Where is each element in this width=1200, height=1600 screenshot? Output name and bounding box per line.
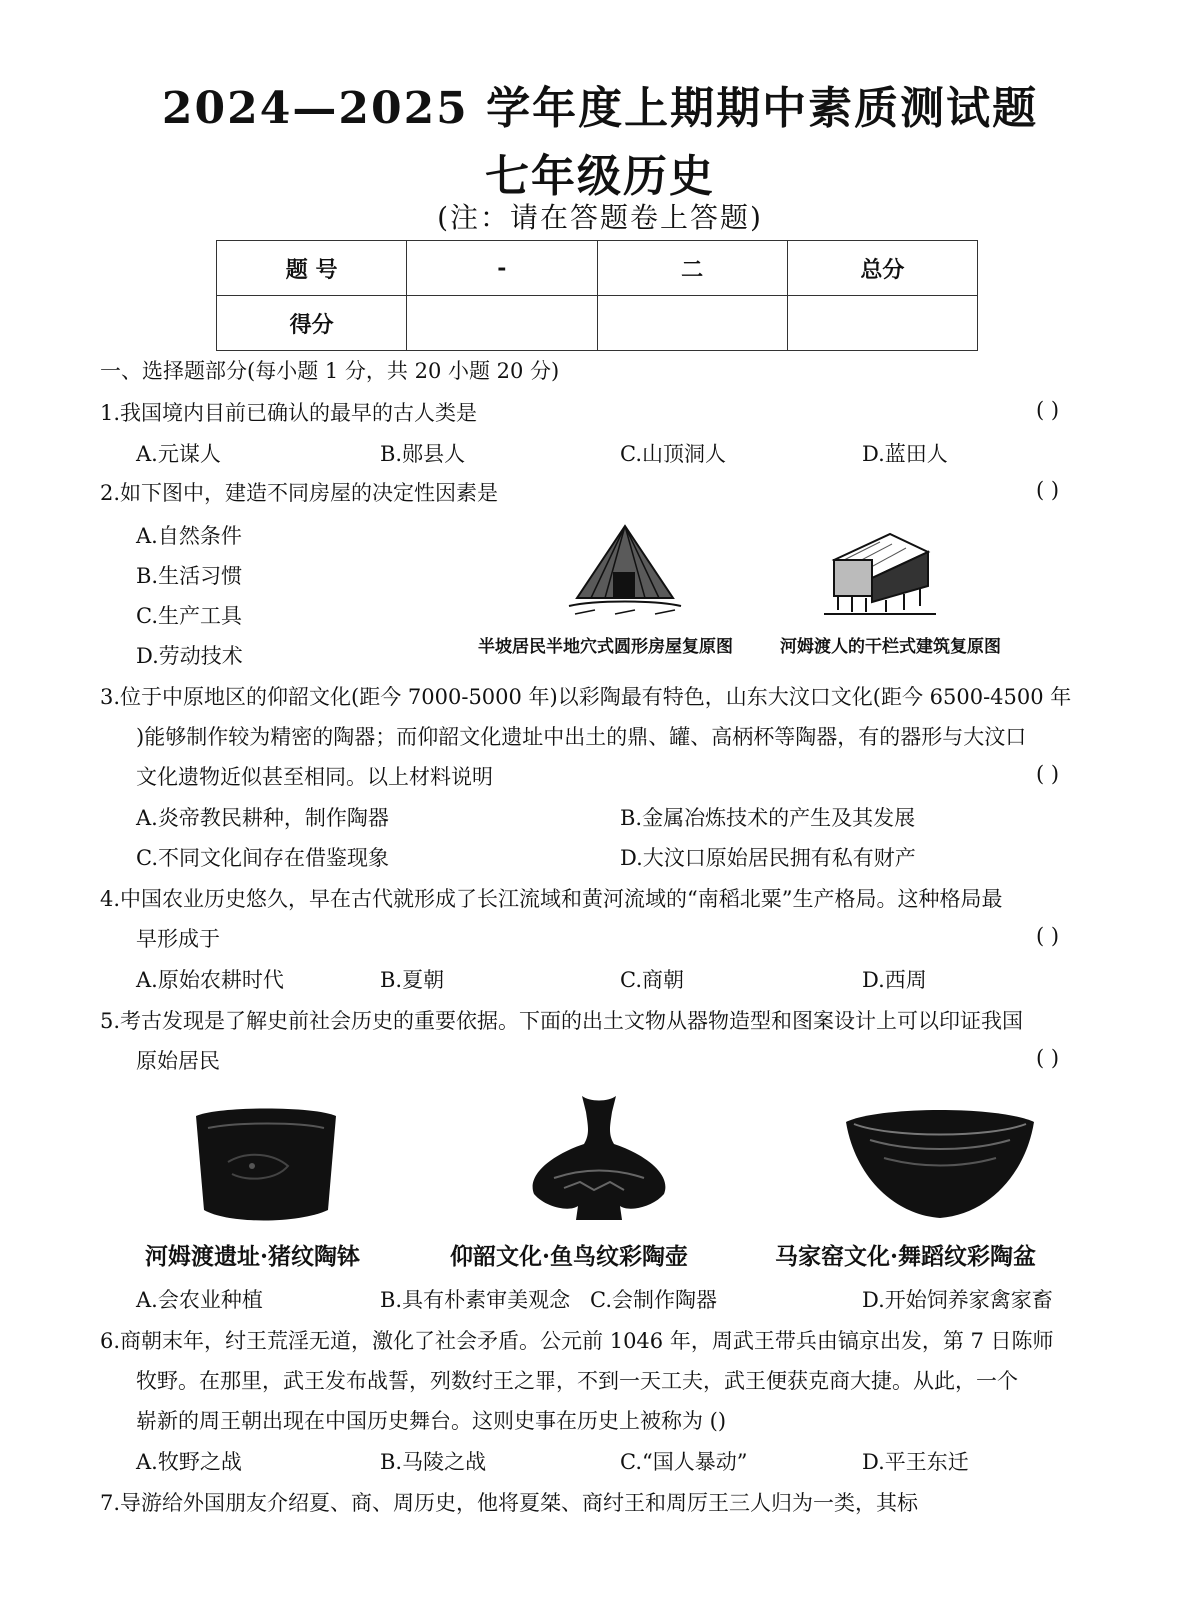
q3-line-1: 3.位于中原地区的仰韶文化(距今 7000-5000 年)以彩陶最有特色，山东大汶口文化(距今 6500-4500 年	[100, 685, 1072, 709]
score-cell: -	[407, 241, 597, 296]
q6-line-1: 6.商朝末年，纣王荒淫无道，激化了社会矛盾。公元前 1046 年，周武王带兵由镐京出发，第 7 日陈师	[100, 1329, 1054, 1353]
q5-caption-3: 马家窑文化·舞蹈纹彩陶盆	[775, 1243, 1037, 1270]
fish-bird-pottery-vase-image	[524, 1092, 674, 1226]
q4-answer-paren: ( )	[1036, 924, 1060, 948]
q6-option-d: D.平王东迁	[862, 1450, 969, 1474]
score-table-score-row	[217, 296, 978, 351]
q3-line-3: 文化遗物近似甚至相同。以上材料说明	[136, 765, 493, 789]
q2-option-a: A.自然条件	[136, 524, 242, 548]
dance-pattern-basin-image	[840, 1100, 1040, 1224]
q2-option-c: C.生产工具	[136, 604, 242, 628]
q4-line-2: 早形成于	[136, 927, 220, 951]
score-cell: 二	[597, 241, 787, 296]
q3-option-c: C.不同文化间存在借鉴现象	[136, 846, 389, 870]
section-heading: 一、选择题部分(每小题 1 分，共 20 小题 20 分)	[100, 359, 560, 383]
score-entry-cell[interactable]	[787, 296, 977, 351]
q6-line-3: 崭新的周王朝出现在中国历史舞台。这则史事在历史上被称为 ()	[136, 1409, 727, 1433]
score-entry-cell[interactable]	[597, 296, 787, 351]
q5-caption-1: 河姆渡遗址·猪纹陶钵	[145, 1243, 361, 1270]
round-hut-illustration	[565, 520, 685, 620]
q5-option-d: D.开始饲养家禽家畜	[862, 1288, 1053, 1312]
stilt-house-illustration	[820, 530, 940, 620]
q5-option-c: C.会制作陶器	[590, 1288, 717, 1312]
q5-caption-2: 仰韶文化·鱼鸟纹彩陶壶	[450, 1243, 689, 1270]
score-cell: 题 号	[217, 241, 407, 296]
q5-option-a: A.会农业种植	[136, 1288, 263, 1312]
q3-option-d: D.大汶口原始居民拥有私有财产	[620, 846, 916, 870]
q3-line-2: )能够制作较为精密的陶器；而仰韶文化遗址中出土的鼎、罐、高柄杯等陶器，有的器形与大汶口	[136, 725, 1027, 749]
q3-answer-paren: ( )	[1036, 762, 1060, 786]
q1-stem: 1.我国境内目前已确认的最早的古人类是	[100, 401, 478, 425]
q6-line-2: 牧野。在那里，武王发布战誓，列数纣王之罪，不到一天工夫，武王便获克商大捷。从此，一个	[136, 1369, 1018, 1393]
q4-line-1: 4.中国农业历史悠久，早在古代就形成了长江流域和黄河流域的“南稻北粟”生产格局。这种格局最	[100, 887, 1003, 911]
q3-option-a: A.炎帝教民耕种，制作陶器	[136, 806, 389, 830]
score-cell: 得分	[217, 296, 407, 351]
q5-line-1: 5.考古发现是了解史前社会历史的重要依据。下面的出土文物从器物造型和图案设计上可以印证我国	[100, 1009, 1024, 1033]
score-cell: 总分	[787, 241, 977, 296]
q2-caption-left: 半坡居民半地穴式圆形房屋复原图	[478, 637, 733, 657]
exam-title: 2024—2025 学年度上期期中素质测试题	[161, 83, 1039, 134]
q4-option-b: B.夏朝	[380, 968, 445, 992]
q2-stem: 2.如下图中，建造不同房屋的决定性因素是	[100, 481, 499, 505]
q1-option-d: D.蓝田人	[862, 442, 948, 466]
q3-option-b: B.金属冶炼技术的产生及其发展	[620, 806, 916, 830]
score-table-header-row	[217, 241, 978, 296]
pig-pattern-bowl-image	[188, 1102, 344, 1228]
q2-caption-right: 河姆渡人的干栏式建筑复原图	[780, 637, 1001, 657]
q6-option-b: B.马陵之战	[380, 1450, 487, 1474]
q1-answer-paren: ( )	[1036, 398, 1060, 422]
q1-option-c: C.山顶洞人	[620, 442, 726, 466]
subject-title: 七年级历史	[485, 151, 715, 202]
q2-option-d: D.劳动技术	[136, 644, 243, 668]
q5-answer-paren: ( )	[1036, 1046, 1060, 1070]
q4-option-a: A.原始农耕时代	[136, 968, 284, 992]
score-table	[216, 240, 978, 351]
q1-option-a: A.元谋人	[136, 442, 221, 466]
q7-line-1: 7.导游给外国朋友介绍夏、商、周历史，他将夏桀、商纣王和周厉王三人归为一类，其标	[100, 1491, 919, 1515]
q6-option-c: C.“国人暴动”	[620, 1450, 748, 1474]
q6-option-a: A.牧野之战	[136, 1450, 242, 1474]
q5-line-2: 原始居民	[136, 1049, 220, 1073]
q4-option-d: D.西周	[862, 968, 927, 992]
q2-option-b: B.生活习惯	[136, 564, 243, 588]
q1-option-b: B.郧县人	[380, 442, 466, 466]
score-entry-cell[interactable]	[407, 296, 597, 351]
answer-note: (注：请在答题卷上答题)	[437, 201, 763, 234]
q5-option-b: B.具有朴素审美观念	[380, 1288, 571, 1312]
q4-option-c: C.商朝	[620, 968, 684, 992]
q2-answer-paren: ( )	[1036, 478, 1060, 502]
